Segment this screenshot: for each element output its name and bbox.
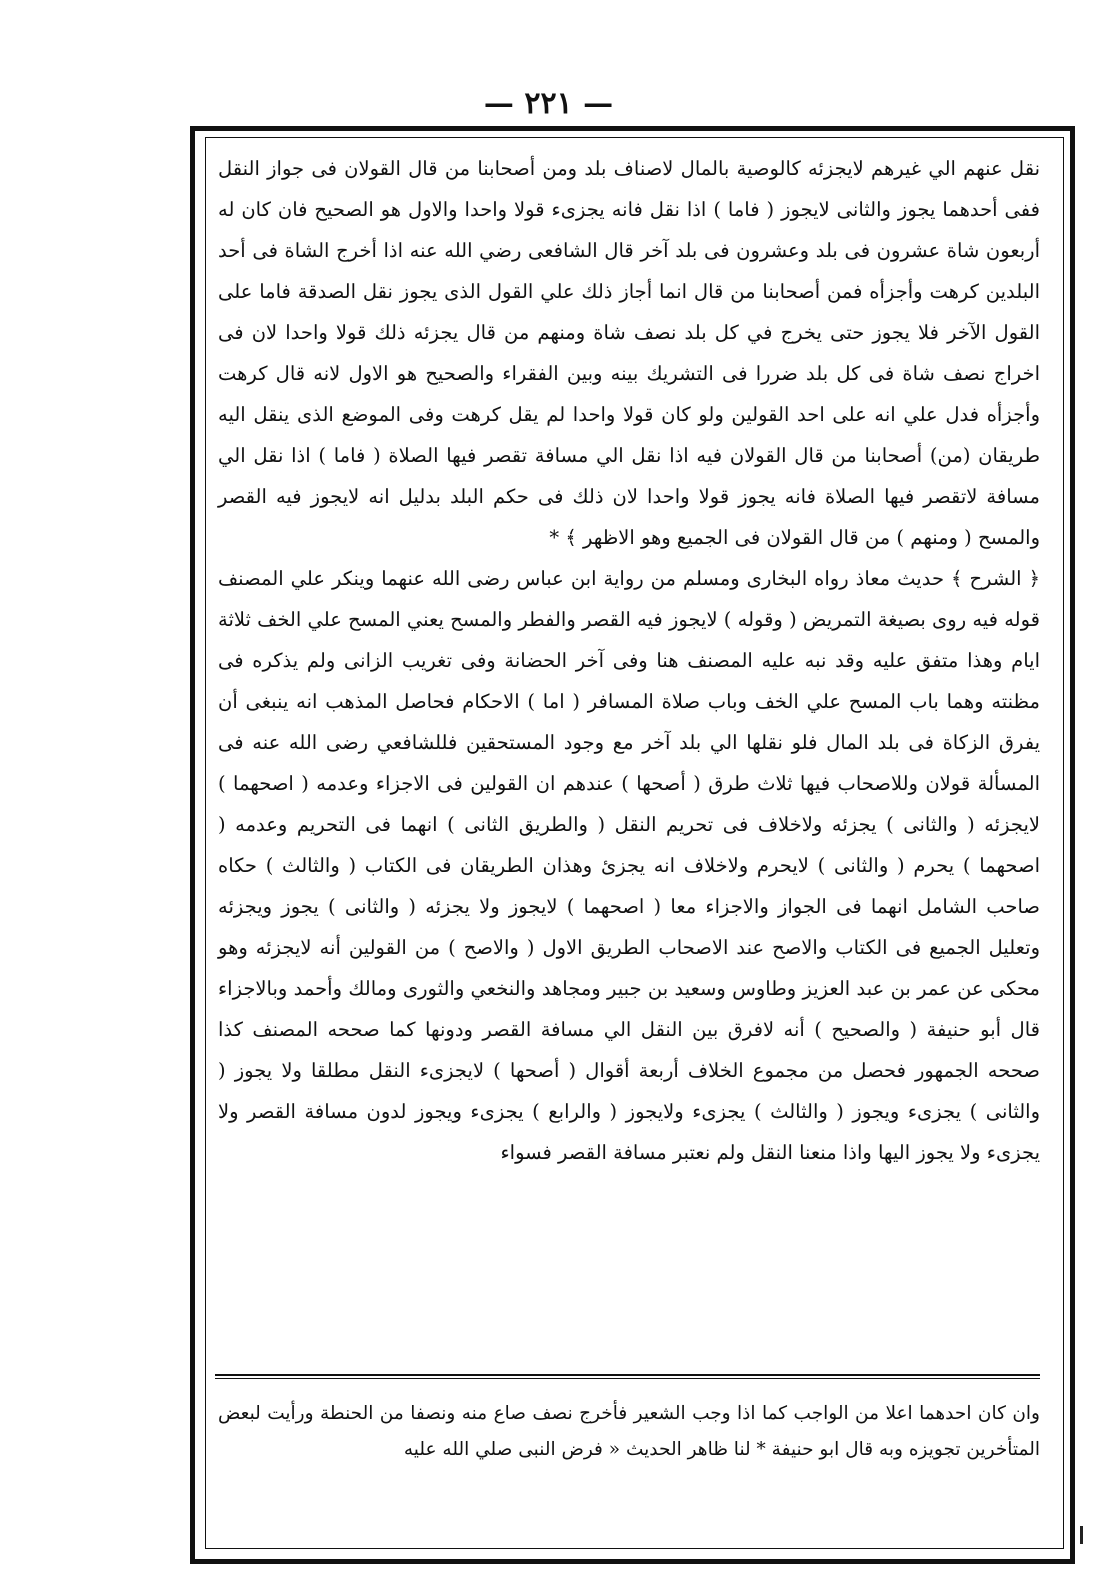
scan-mark — [1080, 1526, 1083, 1544]
footnote-divider-thin — [215, 1378, 1040, 1379]
footnote-text: وان كان احدهما اعلا من الواجب كما اذا وجب الشعير فأخرج نصف صاع منه ونصفا من الحنطة ورأيت لبعض المتأخرين تجويزه وبه قال ابو حنيفة * لنا ظاهر الحديث « فرض النبى صلي الله عليه — [218, 1403, 1040, 1460]
paragraph-matn: نقل عنهم الي غيرهم لايجزئه كالوصية بالمال لاصناف بلد ومن أصحابنا من قال القولان فى جواز النقل ففى أحدهما يجوز والثانى لايجوز ( فاما ) اذا نقل فانه يجزىء قولا واحدا والاول هو الصحيح فان كان له أربعون شاة عشرون فى بلد وعشرون فى بلد آخر قال الشافعى رضي الله عنه اذا أخرج الشاة فى أحد البلدين كرهت وأجزأه فمن أصحابنا من قال انما أجاز ذلك علي القول الذى يجوز نقل الصدقة فاما على القول الآخر فلا يجوز حتى يخرج في كل بلد نصف شاة ومنهم من قال يجزئه ذلك قولا واحدا لان فى اخراج نصف شاة فى كل بلد ضررا فى التشريك بينه وبين الفقراء والصحيح هو الاول لانه قال كرهت وأجزأه فدل علي انه على احد القولين ولو كان قولا واحدا لم يقل كرهت وفى الموضع الذى ينقل اليه طريقان (من) أصحابنا من قال القولان فيه اذا نقل الي مسافة تقصر فيها الصلاة ( فاما ) اذا نقل الي مسافة لاتقصر فيها الصلاة فانه يجوز قولا واحدا لان ذلك فى حكم البلد بدليل انه لايجوز فيه القصر والمسح ( ومنهم ) من قال القولان فى الجميع وهو الاظهر ﴾ * — [218, 157, 1040, 549]
footnote-divider — [215, 1374, 1040, 1376]
footnote-block — [218, 1396, 1040, 1468]
main-text-block — [218, 148, 1040, 1173]
paragraph-sharh: ﴿ الشرح ﴾ حديث معاذ رواه البخارى ومسلم من رواية ابن عباس رضى الله عنهما وينكر علي المصنف قوله فيه روى بصيغة التمريض ( وقوله ) لايجوز فيه القصر والفطر والمسح يعني المسح علي الخف ثلاثة ايام وهذا متفق عليه وقد نبه عليه المصنف هنا وفى آخر الحضانة وفى تغريب الزانى ولم يذكره فى مظنته وهما باب المسح علي الخف وباب صلاة المسافر ( اما ) الاحكام فحاصل المذهب انه ينبغى أن يفرق الزكاة فى بلد المال فلو نقلها الي بلد آخر مع وجود المستحقين فللشافعي رضى الله عنه فى المسألة قولان وللاصحاب فيها ثلاث طرق ( أصحها ) عندهم ان القولين فى الاجزاء وعدمه ( اصحهما ) لايجزئه ( والثانى ) يجزئه ولاخلاف فى تحريم النقل ( والطريق الثانى ) انهما فى التحريم وعدمه ( اصحهما ) يحرم ( والثانى ) لايحرم ولاخلاف انه يجزئ وهذان الطريقان فى الكتاب ( والثالث ) حكاه صاحب الشامل انهما فى الجواز والاجزاء معا ( اصحهما ) لايجوز ولا يجزئه ( والثانى ) يجوز ويجزئه وتعليل الجميع فى الكتاب والاصح عند الاصحاب الطريق الاول ( والاصح ) من القولين أنه لايجزئه وهو محكى عن عمر بن عبد العزيز وطاوس وسعيد بن جبير ومجاهد والنخعي والثورى ومالك وأحمد وبالاجزاء قال أبو حنيفة ( والصحيح ) أنه لافرق بين النقل الي مسافة القصر ودونها كما صححه المصنف كذا صححه الجمهور فحصل من مجموع الخلاف أربعة أقوال ( أصحها ) لايجزىء النقل مطلقا ولا يجوز ( والثانى ) يجزىء ويجوز ( والثالث ) يجزىء ولايجوز ( والرابع ) يجزىء ويجوز لدون مسافة القصر ولا يجزىء ولا يجوز اليها واذا منعنا النقل ولم نعتبر مسافة القصر فسواء — [218, 567, 1040, 1164]
page-number: — ٢٢١ — — [483, 86, 614, 121]
